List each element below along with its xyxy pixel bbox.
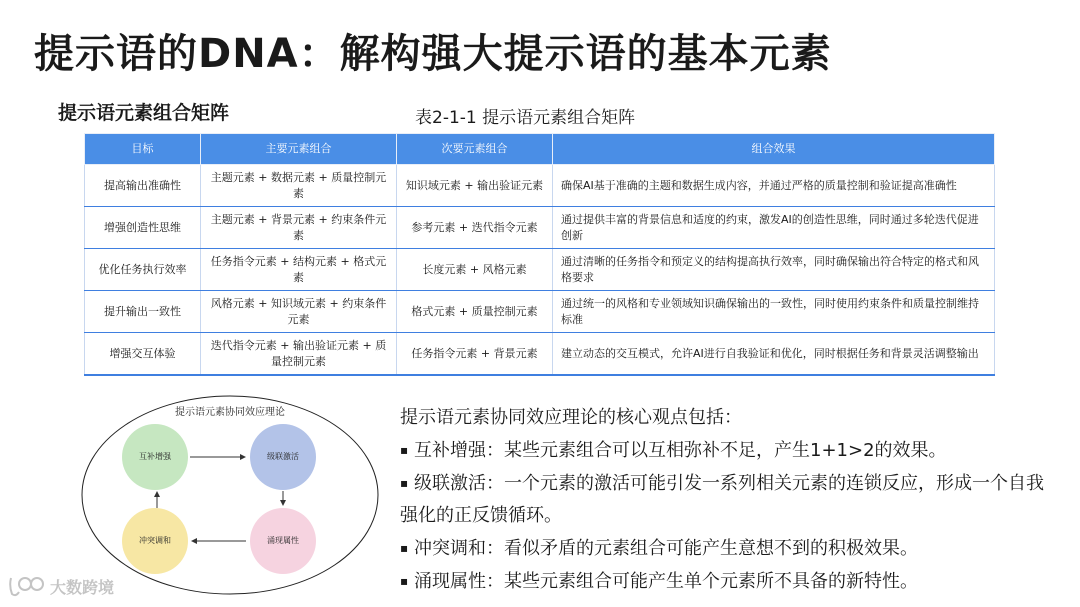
cell-effect: 确保AI基于准确的主题和数据生成内容，并通过严格的质量控制和验证提高准确性 <box>553 165 995 207</box>
table-caption: 表2-1-1 提示语元素组合矩阵 <box>415 108 636 128</box>
outer-ellipse <box>82 396 378 594</box>
cell-primary: 主题元素 + 数据元素 + 质量控制元素 <box>201 165 397 207</box>
table-header-row <box>85 134 995 165</box>
diagram-title: 提示语元素协同效应理论 <box>175 407 285 418</box>
point-item <box>400 467 1050 532</box>
bullet-icon: ▪ <box>400 541 409 555</box>
cell-secondary: 长度元素 + 风格元素 <box>397 249 553 291</box>
header-primary: 主要元素组合 <box>201 134 397 165</box>
core-points <box>400 402 1050 598</box>
node-label-conflict: 冲突调和 <box>139 536 171 545</box>
cell-secondary: 任务指令元素 + 背景元素 <box>397 333 553 376</box>
bullet-icon: ▪ <box>400 443 409 457</box>
point-item <box>400 565 1050 598</box>
section-subtitle: 提示语元素组合矩阵 <box>58 102 230 124</box>
cell-goal: 增强创造性思维 <box>85 207 201 249</box>
synergy-diagram-canvas <box>80 394 380 597</box>
node-label-complement: 互补增强 <box>139 452 171 461</box>
table-row <box>85 207 995 249</box>
header-goal: 目标 <box>85 134 201 165</box>
cell-goal: 优化任务执行效率 <box>85 249 201 291</box>
cell-secondary: 参考元素 + 迭代指令元素 <box>397 207 553 249</box>
header-secondary: 次要元素组合 <box>397 134 553 165</box>
table-row <box>85 333 995 376</box>
node-label-cascade: 级联激活 <box>267 452 299 461</box>
element-combination-table <box>84 133 995 376</box>
cell-goal: 提升输出一致性 <box>85 291 201 333</box>
cell-goal: 提高输出准确性 <box>85 165 201 207</box>
page-title: 提示语的DNA：解构强大提示语的基本元素 <box>34 31 832 77</box>
cell-primary: 风格元素 + 知识域元素 + 约束条件元素 <box>201 291 397 333</box>
brand-logo-icon <box>8 574 44 598</box>
header-effect: 组合效果 <box>553 134 995 165</box>
cell-primary: 任务指令元素 + 结构元素 + 格式元素 <box>201 249 397 291</box>
points-heading: 提示语元素协同效应理论的核心观点包括： <box>400 407 742 428</box>
node-label-emergence: 涌现属性 <box>267 536 299 545</box>
brand-logo-text: 大数跨境 <box>50 577 115 597</box>
cell-effect: 通过提供丰富的背景信息和适度的约束，激发AI的创造性思维，同时通过多轮迭代促进创新 <box>553 207 995 249</box>
cell-secondary: 格式元素 + 质量控制元素 <box>397 291 553 333</box>
point-text: 互补增强：某些元素组合可以互相弥补不足，产生1+1>2的效果。 <box>414 440 947 461</box>
cell-effect: 通过统一的风格和专业领域知识确保输出的一致性，同时使用约束条件和质量控制维持标准 <box>553 291 995 333</box>
point-item <box>400 532 1050 565</box>
point-text: 冲突调和：看似矛盾的元素组合可能产生意想不到的积极效果。 <box>414 538 918 559</box>
table-row <box>85 165 995 207</box>
synergy-diagram <box>80 394 380 597</box>
bullet-icon: ▪ <box>400 574 409 588</box>
brand-logo <box>8 572 114 600</box>
cell-primary: 主题元素 + 背景元素 + 约束条件元素 <box>201 207 397 249</box>
cell-effect: 通过清晰的任务指令和预定义的结构提高执行效率，同时确保输出符合特定的格式和风格要求 <box>553 249 995 291</box>
cell-effect: 建立动态的交互模式，允许AI进行自我验证和优化，同时根据任务和背景灵活调整输出 <box>553 333 995 376</box>
point-text: 涌现属性：某些元素组合可能产生单个元素所不具备的新特性。 <box>414 571 918 592</box>
point-item <box>400 434 1050 467</box>
table-row <box>85 291 995 333</box>
bullet-icon: ▪ <box>400 476 409 490</box>
cell-secondary: 知识域元素 + 输出验证元素 <box>397 165 553 207</box>
point-text: 级联激活：一个元素的激活可能引发一系列相关元素的连锁反应，形成一个自我强化的正反馈循环。 <box>400 473 1044 526</box>
cell-goal: 增强交互体验 <box>85 333 201 376</box>
table-row <box>85 249 995 291</box>
cell-primary: 迭代指令元素 + 输出验证元素 + 质量控制元素 <box>201 333 397 376</box>
